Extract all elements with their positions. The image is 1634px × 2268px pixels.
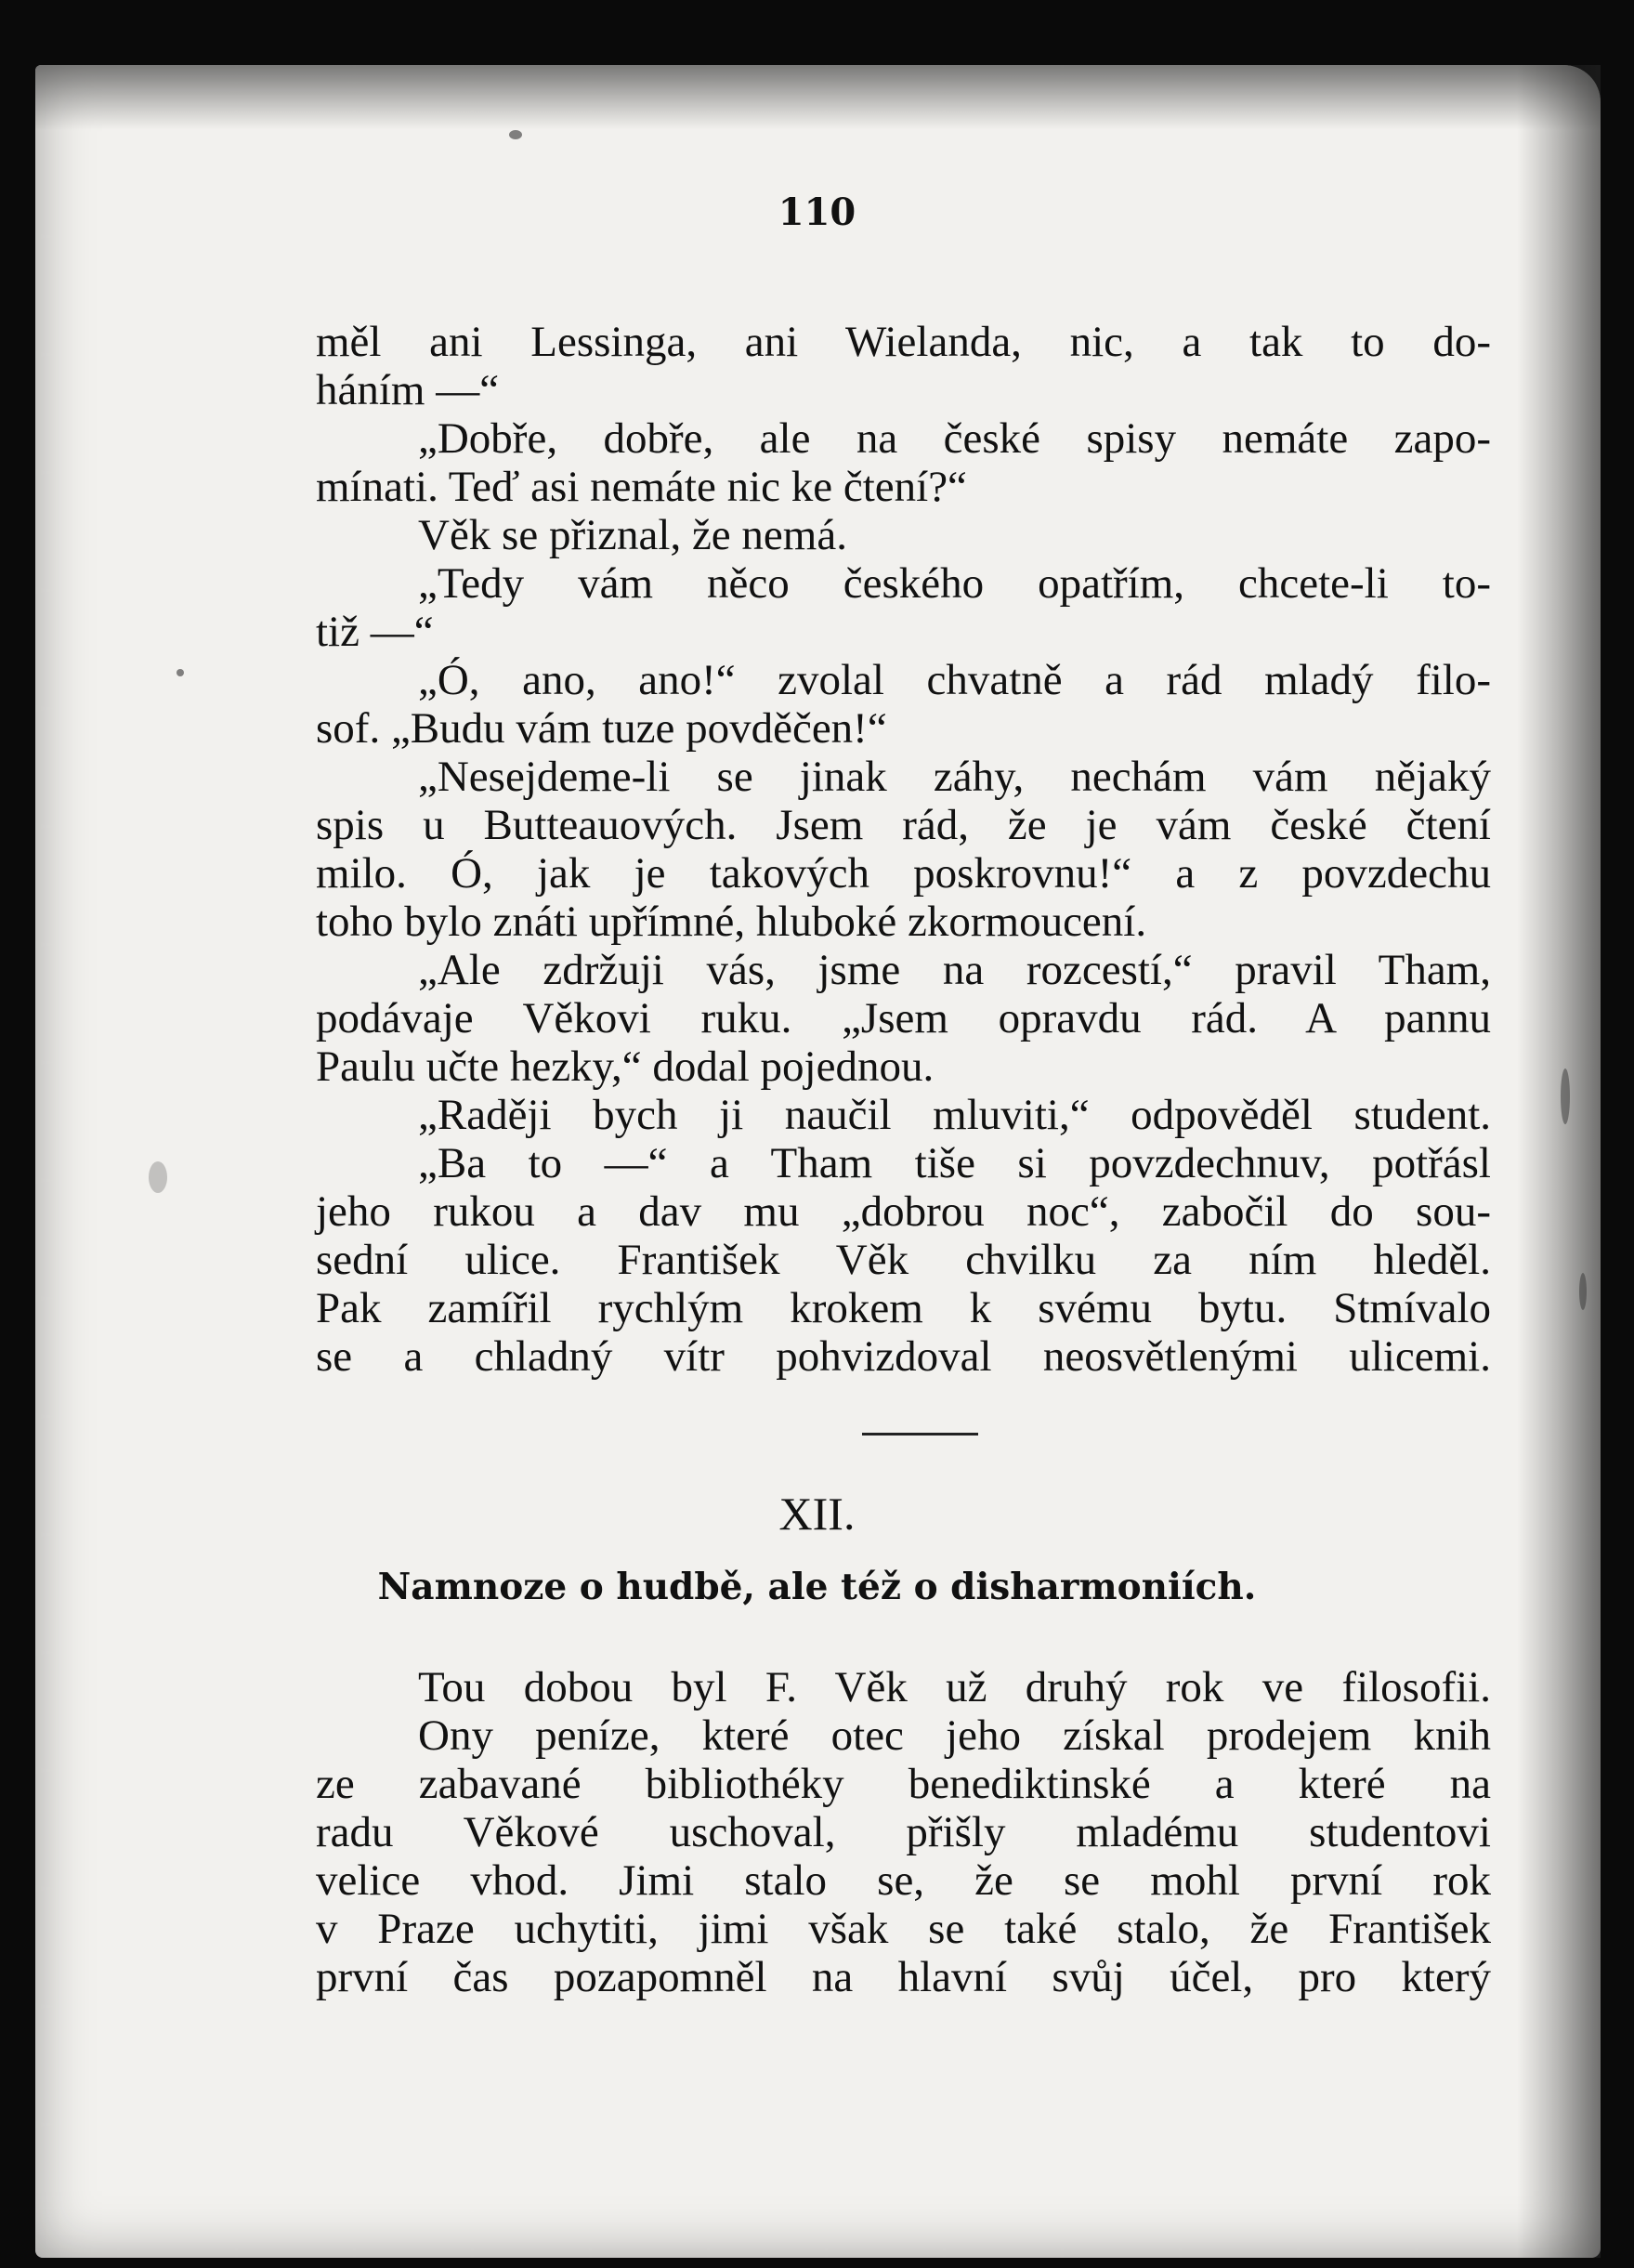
text-line: spis u Butteauových. Jsem rád, že je vám české čtení bbox=[316, 801, 1491, 849]
text-line: Paulu učte hezky,“ dodal pojednou. bbox=[316, 1042, 935, 1091]
text-line: „Nesejdeme-li se jinak záhy, nechám vám nějaký bbox=[418, 753, 1491, 801]
text-line: ze zabavané bibliothéky benediktinské a které na bbox=[316, 1760, 1491, 1808]
text-line: v Praze uchytiti, jimi však se také stalo, že František bbox=[316, 1905, 1491, 1953]
text-line: radu Věkové uschoval, přišly mladému studentovi bbox=[316, 1808, 1491, 1856]
text-line: „Ale zdržuji vás, jsme na rozcestí,“ pravil Tham, bbox=[418, 946, 1491, 994]
text-block-top bbox=[316, 318, 1491, 1381]
chapter-number: XII. bbox=[778, 1488, 856, 1540]
text-line: sední ulice. František Věk chvilku za ním hleděl. bbox=[316, 1236, 1491, 1284]
chapter-title: Namnoze o hudbě, ale též o disharmoniích. bbox=[377, 1566, 1257, 1608]
text-block-bottom bbox=[316, 1663, 1491, 2001]
text-line: podávaje Věkovi ruku. „Jsem opravdu rád. A pannu bbox=[316, 994, 1491, 1042]
text-line: se a chladný vítr pohvizdoval neosvětlenými ulicemi. bbox=[316, 1332, 1491, 1381]
text-line: „Ba to —“ a Tham tiše si povzdechnuv, potřásl bbox=[418, 1139, 1491, 1187]
section-separator bbox=[862, 1433, 978, 1436]
text-line: Pak zamířil rychlým krokem k svému bytu. Stmívalo bbox=[316, 1284, 1491, 1332]
text-line: „Raději bych ji naučil mluviti,“ odpověděl student. bbox=[418, 1091, 1491, 1139]
dust-speck bbox=[1579, 1273, 1587, 1310]
text-line: velice vhod. Jimi stalo se, že se mohl první rok bbox=[316, 1856, 1491, 1905]
text-line: sof. „Budu vám tuze povděčen!“ bbox=[316, 704, 887, 753]
dust-speck bbox=[1561, 1068, 1570, 1124]
dust-speck bbox=[149, 1161, 167, 1193]
text-line: toho bylo znáti upřímné, hluboké zkormoucení. bbox=[316, 898, 1147, 946]
text-line: měl ani Lessinga, ani Wielanda, nic, a tak to do- bbox=[316, 318, 1491, 366]
dust-speck bbox=[509, 130, 522, 139]
text-line: tiž —“ bbox=[316, 608, 434, 656]
text-line: „Tedy vám něco českého opatřím, chcete-li to- bbox=[418, 559, 1491, 608]
text-line: mínati. Teď asi nemáte nic ke čtení?“ bbox=[316, 463, 967, 511]
text-line: Věk se přiznal, že nemá. bbox=[418, 511, 847, 559]
text-line: háním —“ bbox=[316, 366, 500, 414]
dust-speck bbox=[176, 669, 184, 676]
text-line: milo. Ó, jak je takových poskrovnu!“ a z povzdechu bbox=[316, 849, 1491, 898]
text-line: Ony peníze, které otec jeho získal prodejem knih bbox=[418, 1711, 1491, 1760]
text-line: jeho rukou a dav mu „dobrou noc“, zabočil do sou- bbox=[316, 1187, 1491, 1236]
text-line: první čas pozapomněl na hlavní svůj účel, pro který bbox=[316, 1953, 1491, 2001]
text-line: „Ó, ano, ano!“ zvolal chvatně a rád mladý filo- bbox=[418, 656, 1491, 704]
page-number: 110 bbox=[778, 190, 856, 234]
text-line: „Dobře, dobře, ale na české spisy nemáte zapo- bbox=[418, 414, 1491, 463]
text-line: Tou dobou byl F. Věk už druhý rok ve filosofii. bbox=[418, 1663, 1491, 1711]
